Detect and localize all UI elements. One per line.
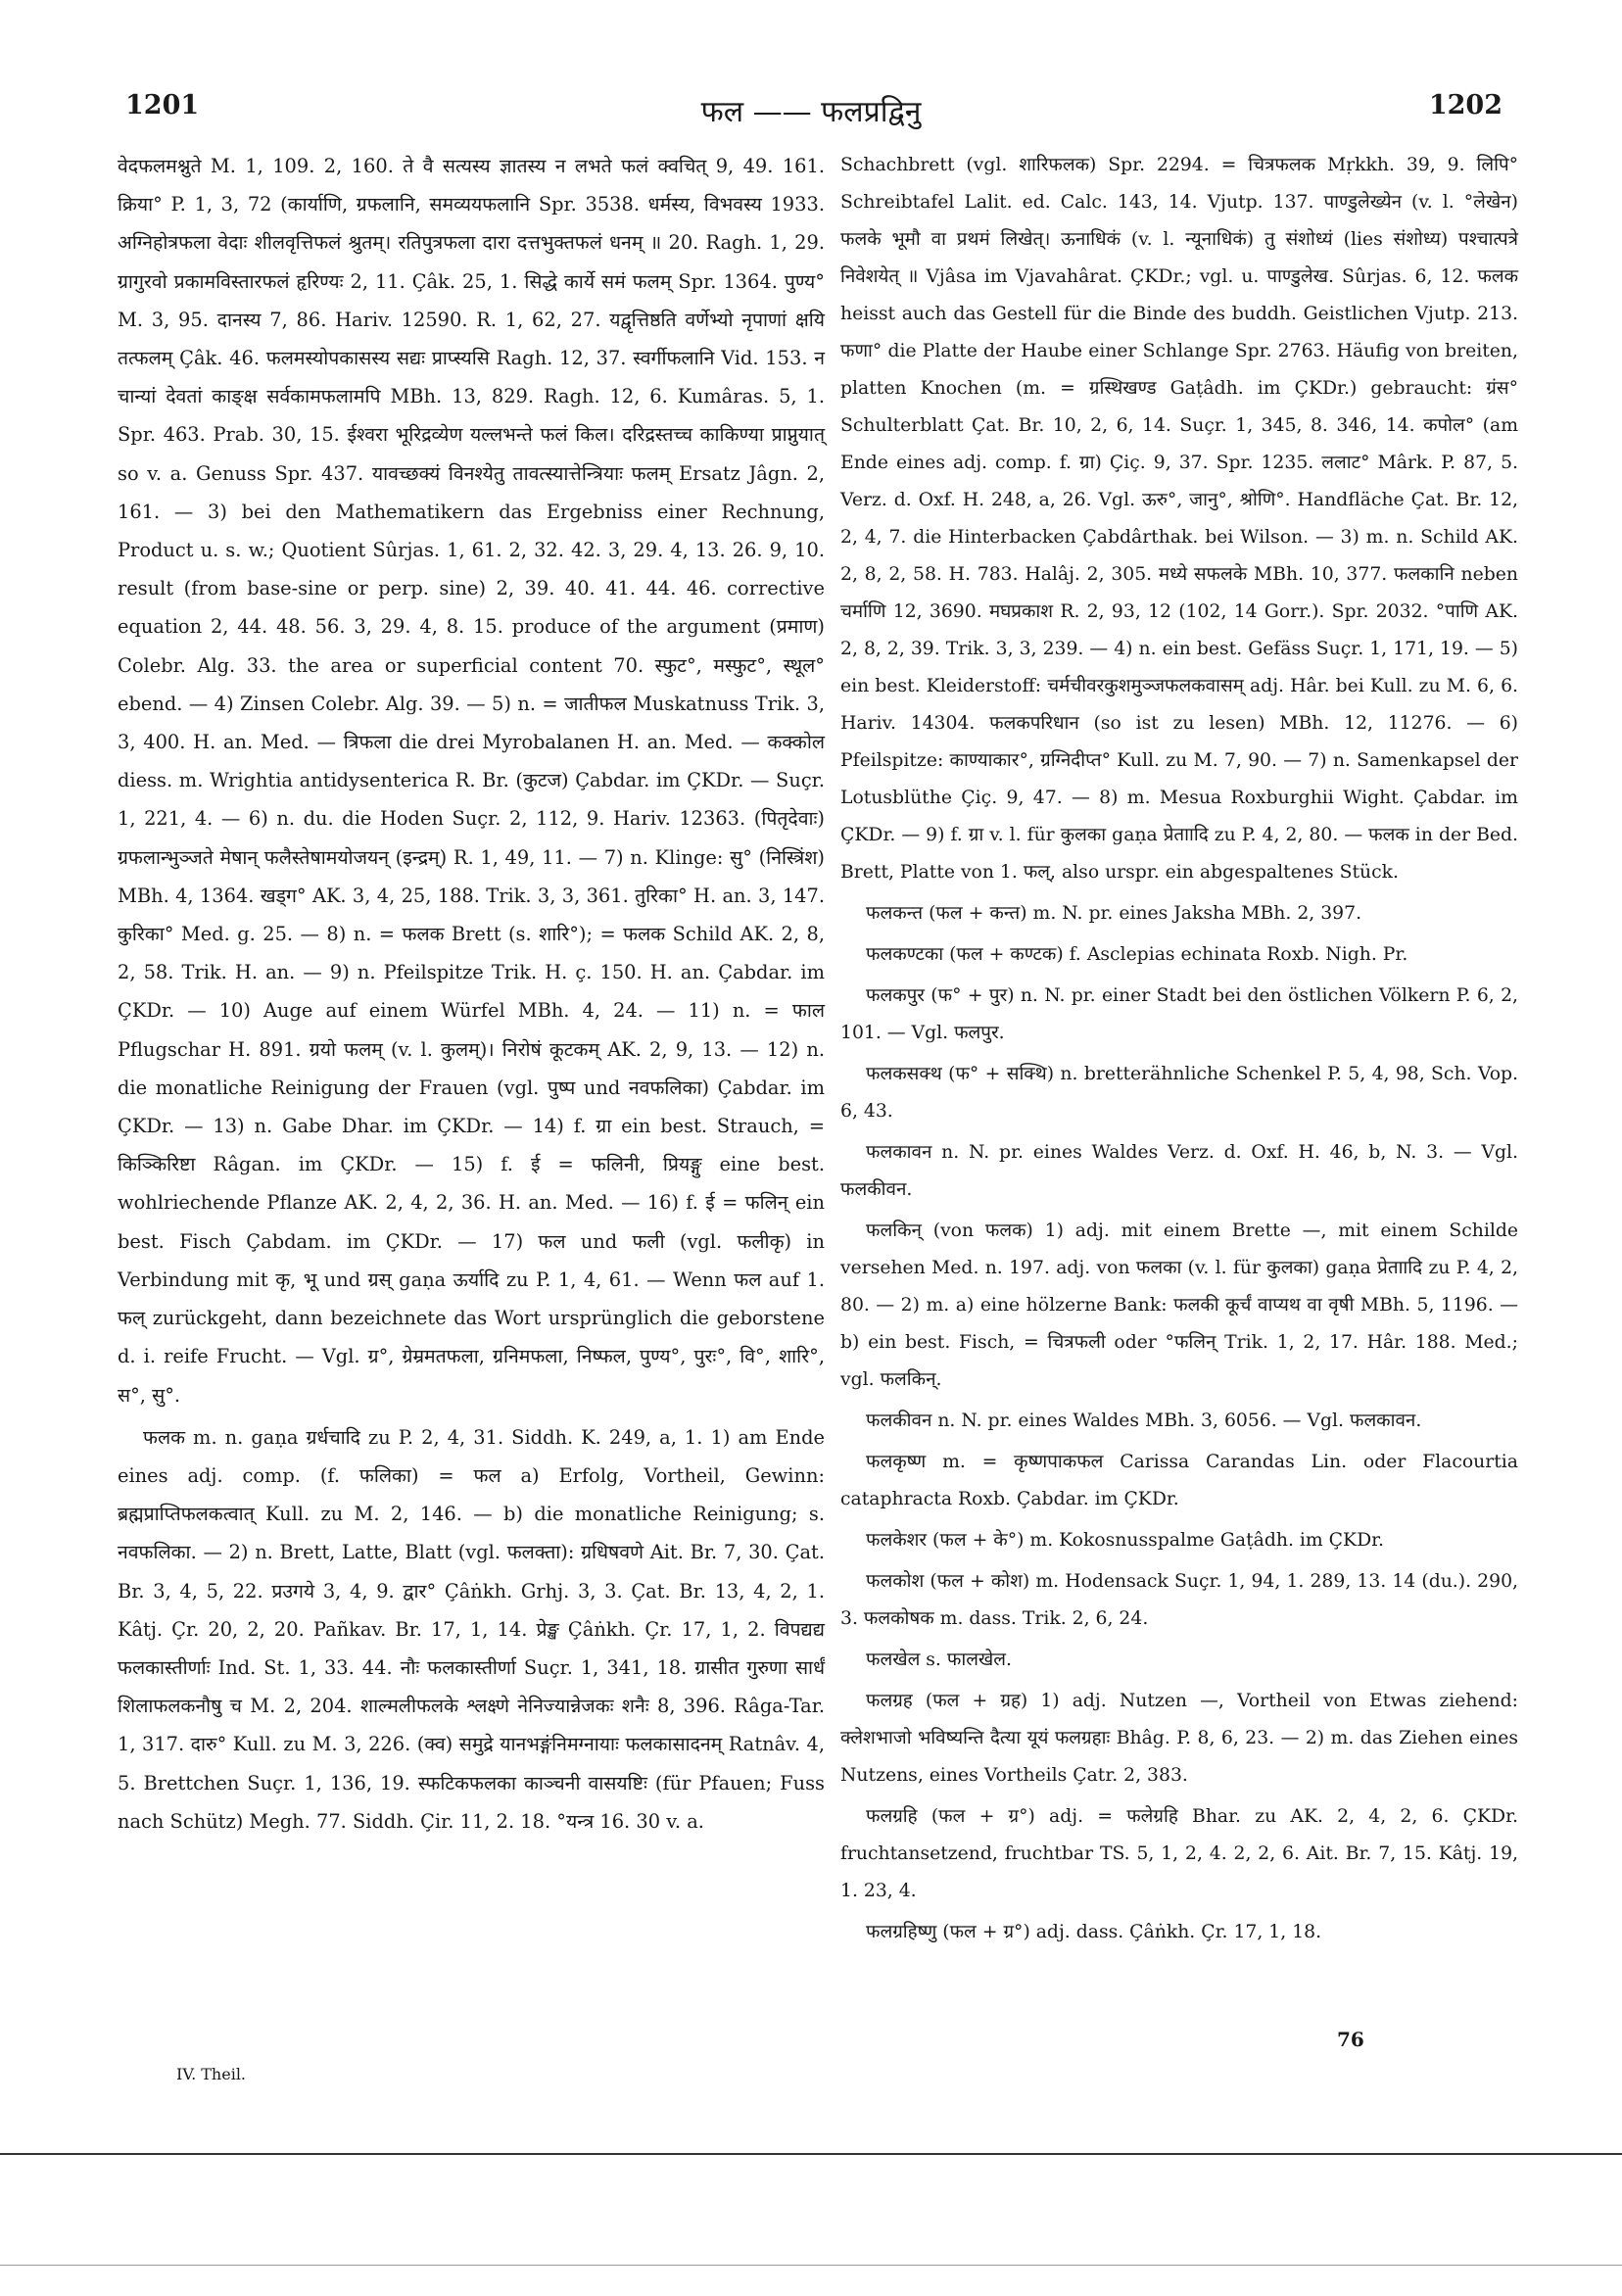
running-head: फल —— फलप्रद्विनु <box>700 95 922 129</box>
entry-text: फलकपुर (फ° + पुर) n. N. pr. einer Stadt bei den östlichen Völkern P. 6, 2, 101. — Vgl. फलपुर. <box>840 985 1518 1043</box>
entry-text: फलकसक्थ (फ° + सक्थि) n. bretterähnliche Schenkel P. 5, 4, 98, Sch. Vop. 6, 43. <box>840 1064 1518 1122</box>
entry-text: वेदफलमश्नुते M. 1, 109. 2, 160. ते वै सत्यस्य ज्ञातस्य न लभते फलं क्वचित् 9, 49. 161. क्रिया° P. 1, 3, 72 (कार्याणि, ग्रफलानि, समव्ययफलानि Spr. 3538. धर्मस्य, विभवस्य 1933. अग्निहोत्रफला वेदाः शीलवृत्तिफलं श्रुतम्। रतिपुत्रफला दारा दत्तभुक्तफलं धनम् ॥ 20. Ragh. 1, 29. ग्रागुरवो प्रकामविस्तारफलं हृरिण्यः 2, 11. Çâk. 25, 1. सिद्धे कार्ये समं फलम् Spr. 1364. पुण्य° M. 3, 95. दानस्य 7, 86. Hariv. 12590. R. 1, 62, 27. यद्वृत्तिष्ठति वर्णेभ्यो नृपाणां क्षयि तत्फलम् Çâk. 46. फलमस्योपकासस्य सद्यः प्राप्स्यसि Ragh. 12, 37. स्वर्गीफलानि Vid. 153. न चान्यां देवतां काङ्क्ष सर्वकामफलामपि MBh. 13, 829. Ragh. 12, 6. Kumâras. 5, 1. Spr. 463. Prab. 30, 15. ईश्वरा भूरिद्रव्येण यल्लभन्ते फलं किल। दरिद्रस्तच्च काकिण्या प्राप्नुयात् so v. a. Genuss Spr. 437. यावच्छक्यं विनश्येतु तावत्स्यात्तेन्त्रियाः फलम् Ersatz Jâgn. 2, 161. — 3) bei den Mathematikern das Ergebniss einer Rechnung, Product u. s. w.; Quotient Sûrjas. 1, 61. 2, 32. 42. 3, 29. 4, 13. 26. 9, 10. result (from base-sine or perp. sine) 2, 39. 40. 41. 44. 46. corrective equation 2, 44. 48. 56. 3, 29. 4, 8. 15. produce of the argument (प्रमाण) Colebr. Alg. 33. the area or superficial content 70. स्फुट°, मस्फुट°, स्थूल° ebend. — 4) Zinsen Colebr. Alg. 39. — 5) n. = जातीफल Muskatnuss Trik. 3, 3, 400. H. an. Med. — त्रिफला die drei Myrobalanen H. an. Med. — कक्कोल diess. m. Wrightia antidysenterica R. Br. (कुटज) Çabdar. im ÇKDr. — Suçr. 1, 221, 4. — 6) n. du. die Hoden Suçr. 2, 112, 9. Hariv. 12363. (पितृदेवाः) ग्रफलान्भुञ्जते मेषान् फलैस्तेषामयोजयन् (इन्द्रम्) R. 1, 49, 11. — 7) n. Klinge: सु° (निस्त्रिंश) MBh. 4, 1364. खड्ग° AK. 3, 4, 25, 188. Trik. 3, 3, 361. तुरिका° H. an. 3, 147. कुरिका° Med. g. 25. — 8) n. = फलक Brett (s. शारि°); = फलक Schild AK. 2, 8, 2, 58. Trik. H. an. — 9) n. Pfeilspitze Trik. H. ç. 150. H. an. Çabdar. im ÇKDr. — 10) Auge auf einem Würfel MBh. 4, 24. — 11) n. = फाल Pflugschar H. 891. ग्रयो फलम् (v. l. कुलम्)। निरोषं कूटकम् AK. 2, 9, 13. — 12) n. die monatliche Reinigung der Frauen (vgl. पुष्प und नवफलिका) Çabdar. im ÇKDr. — 13) n. Gabe Dhar. im ÇKDr. — 14) f. ग्रा ein best. Strauch, = किञ्किरिष्टा Râgan. im ÇKDr. — 15) f. ई = फलिनी, प्रियङ्गु eine best. wohlriechende Pflanze AK. 2, 4, 2, 36. H. an. Med. — 16) f. ई = फलिन् ein best. Fisch Çabdam. im ÇKDr. — 17) फल und फली (vgl. फलीकृ) in Verbindung mit कृ, भू und ग्रस् gaṇa ऊर्यादि zu P. 1, 4, 61. — Wenn फल auf 1. फल् zurückgeht, dann bezeichnete das Wort ursprünglich die geborstene d. i. reife Frucht. — Vgl. ग्र°, ग्रेम्रमतफला, ग्रनिमफला, निष्फल, पुण्य°, पुरः°, वि°, शारि°, स°, सु°. <box>118 155 825 1407</box>
entry-text: फलकृष्ण m. = कृष्णपाकफल Carissa Carandas Lin. oder Flacourtia cataphracta Roxb. Çabdar. im ÇKDr. <box>840 1452 1518 1509</box>
page-number-right: 1202 <box>1428 90 1503 120</box>
entry-text: फलकिन् (von फलक) 1) adj. mit einem Brette —, mit einem Schilde versehen Med. n. 197. adj. von फलका (v. l. für कुलका) gaṇa प्रेताादि zu P. 4, 2, 80. — 2) m. a) eine hölzerne Bank: फलकी कूर्चं वाप्यथ वा वृषी MBh. 5, 1196. — b) ein best. Fisch, = चित्रफली oder °फलिन् Trik. 1, 2, 17. Hâr. 188. Med.; vgl. फलकिन्. <box>840 1220 1518 1390</box>
bottom-rule <box>0 2153 1622 2155</box>
entry-text: फलकावन n. N. pr. eines Waldes Verz. d. Oxf. H. 46, b, N. 3. — Vgl. फलकीवन. <box>840 1142 1518 1200</box>
entry-text: फलकण्टका (फल + कण्टक) f. Asclepias echinata Roxb. Nigh. Pr. <box>866 944 1408 965</box>
right-column <box>840 147 1518 1955</box>
scan-edge-rule <box>0 2265 1622 2266</box>
footer-signature: 76 <box>1337 2028 1364 2051</box>
left-column <box>118 147 825 1844</box>
entry-text: फलकीवन n. N. pr. eines Waldes MBh. 3, 6056. — Vgl. फलकावन. <box>866 1411 1422 1431</box>
entry-text: Schachbrett (vgl. शारिफलक) Spr. 2294. = चित्रफलक Mṛkkh. 39, 9. लिपि° Schreibtafel Lalit. ed. Calc. 143, 14. Vjutp. 137. पाण्डुलेख्येन (v. l. °लेखेन) फलके भूमौ वा प्रथमं लिखेत्। ऊनाधिकं (v. l. न्यूनाधिकं) तु संशोध्यं (lies संशोध्य) पश्चात्पत्रे निवेशयेत् ॥ Vjâsa im Vjavahârat. ÇKDr.; vgl. u. पाण्डुलेख. Sûrjas. 6, 12. फलक heisst auch das Gestell für die Binde des buddh. Geistlichen Vjutp. 213. फणा° die Platte der Haube einer Schlange Spr. 2763. Häufig von breiten, platten Knochen (m. = ग्रस्थिखण्ड Gaṭâdh. im ÇKDr.) gebraucht: ग्रंस° Schulterblatt Çat. Br. 10, 2, 6, 14. Suçr. 1, 345, 8. 346, 14. कपोल° (am Ende eines adj. comp. f. ग्रा) Çiç. 9, 37. Spr. 1235. ललाट° Mârk. P. 87, 5. Verz. d. Oxf. H. 248, a, 26. Vgl. ऊरु°, जानु°, श्रोणि°. Handfläche Çat. Br. 12, 2, 4, 7. die Hinterbacken Çabdârthak. bei Wilson. — 3) m. n. Schild AK. 2, 8, 2, 58. H. 783. Halâj. 2, 305. मध्ये सफलके MBh. 10, 377. फलकानि neben चर्माणि 12, 3690. मघप्रकाश R. 2, 93, 12 (102, 14 Gorr.). Spr. 2032. °पाणि AK. 2, 8, 2, 39. Trik. 3, 3, 239. — 4) n. ein best. Gefäss Suçr. 1, 171, 19. — 5) ein best. Kleiderstoff: चर्मचीवरकुशमुञ्जफलकवासम् adj. Hâr. bei Kull. zu M. 6, 6. Hariv. 14304. फलकपरिधान (so ist zu lesen) MBh. 12, 11276. — 6) Pfeilspitze: काण्याकार°, ग्रग्निदीप्त° Kull. zu M. 7, 90. — 7) n. Samenkapsel der Lotusblüthe Çiç. 9, 47. — 8) m. Mesua Roxburghii Wight. Çabdar. im ÇKDr. — 9) f. ग्रा v. l. für कुलका gaṇa प्रेताादि zu P. 4, 2, 80. — फलक in der Bed. Brett, Platte von 1. फल्, also urspr. ein abgespaltenes Stück. <box>840 155 1518 883</box>
footer-volume: IV. Theil. <box>176 2065 247 2083</box>
entry-text: फलक m. n. gaṇa ग्रर्धचादि zu P. 2, 4, 31. Siddh. K. 249, a, 1. 1) am Ende eines adj. comp. (f. फलिका) = फल a) Erfolg, Vortheil, Gewinn: ब्रह्मप्राप्तिफलकत्वात् Kull. zu M. 2, 146. — b) die monatliche Reinigung; s. नवफलिका. — 2) n. Brett, Latte, Blatt (vgl. फलक्ता): ग्रधिषवणे Ait. Br. 7, 30. Çat. Br. 3, 4, 5, 22. प्रउगये 3, 4, 9. द्वार° Çâṅkh. Grhj. 3, 3. Çat. Br. 13, 4, 2, 1. Kâtj. Çr. 20, 2, 20. Pañkav. Br. 17, 1, 14. प्रेङ्ख Çâṅkh. Çr. 17, 1, 2. विपद्यद्य फलकास्तीर्णाः Ind. St. 1, 33. 44. नौः फलकास्तीर्णा Suçr. 1, 341, 18. ग्रासीत गुरुणा सार्धं शिलाफलकनौषु च M. 2, 204. शाल्मलीफलके श्लक्ष्णे नेनिज्यान्नेजकः शनैः 8, 396. Râga-Tar. 1, 317. दारु° Kull. zu M. 3, 226. (क्व) समुद्रे यानभङ्गंनिमग्नायाः फलकासादनम् Ratnâv. 4, 5. Brettchen Suçr. 1, 136, 19. स्फटिकफलका काञ्चनी वासयष्टिः (für Pfauen; Fuss nach Schütz) Megh. 77. Siddh. Çir. 11, 2. 18. °यन्त्र 16. 30 v. a. <box>118 1425 825 1833</box>
entry-text: फलखेल s. फालखेल. <box>866 1650 1013 1670</box>
entry-text: फलकोश (फल + कोश) m. Hodensack Suçr. 1, 94, 1. 289, 13. 14 (du.). 290, 3. फलकोषक m. dass. Trik. 2, 6, 24. <box>840 1571 1518 1629</box>
entry-text: फलग्रहि (फल + ग्र°) adj. = फलेग्रहि Bhar. zu AK. 2, 4, 2, 6. ÇKDr. fruchtansetzend, fruchtbar TS. 5, 1, 2, 4. 2, 2, 6. Ait. Br. 7, 15. Kâtj. 19, 1. 23, 4. <box>840 1806 1518 1901</box>
entry-text: फलकन्त (फल + कन्त) m. N. pr. eines Jaksha MBh. 2, 397. <box>866 903 1362 924</box>
entry-text: फलग्रह (फल + ग्रह) 1) adj. Nutzen —, Vortheil von Etwas ziehend: क्लेशभाजो भविष्यन्ति दैत्या यूयं फलग्रहाः Bhâg. P. 8, 6, 23. — 2) m. das Ziehen eines Nutzens, eines Vortheils Çatr. 2, 383. <box>840 1691 1518 1786</box>
entry-text: फलग्रहिष्णु (फल + ग्र°) adj. dass. Çâṅkh. Çr. 17, 1, 18. <box>866 1922 1322 1942</box>
page-number-left: 1201 <box>125 90 200 120</box>
entry-text: फलकेशर (फल + के°) m. Kokosnusspalme Gaṭâdh. im ÇKDr. <box>866 1530 1385 1551</box>
